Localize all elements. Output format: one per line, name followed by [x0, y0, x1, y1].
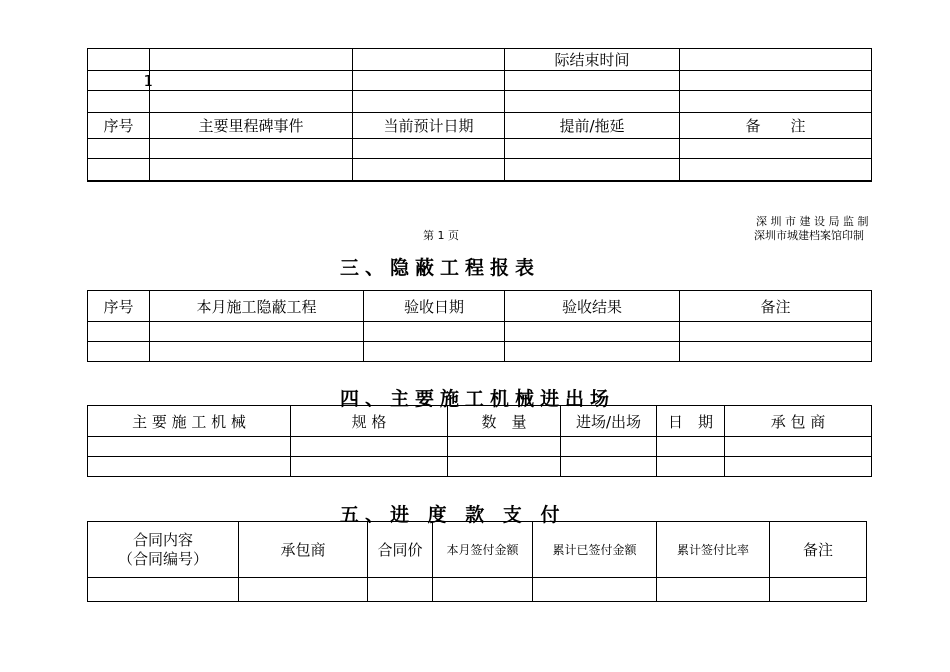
milestone-table — [87, 48, 872, 182]
col-header-machinery: 主 要 施 工 机 械 — [88, 406, 291, 437]
section-4-title: 四、主要施工机械进出场 — [340, 388, 616, 410]
table-cell — [680, 71, 872, 91]
col-header-ahead-delay: 提前/拖延 — [505, 113, 680, 139]
table-cell — [680, 342, 872, 362]
table-cell — [368, 578, 433, 602]
table-cell — [364, 322, 505, 342]
table-cell — [150, 91, 353, 113]
table-cell — [291, 437, 448, 457]
table-cell — [680, 139, 872, 159]
table-cell — [88, 578, 239, 602]
table-cell — [561, 457, 657, 477]
table-cell — [88, 91, 150, 113]
table-cell — [505, 322, 680, 342]
table-cell — [364, 342, 505, 362]
col-header-contractor: 承包商 — [239, 522, 368, 578]
page-number: 第 1 页 — [423, 229, 459, 242]
col-header-contractor: 承 包 商 — [725, 406, 872, 437]
machinery-table — [87, 405, 872, 477]
col-header-remarks: 备 注 — [680, 113, 872, 139]
contract-number-label: （合同编号） — [117, 549, 208, 568]
col-header-remarks: 备注 — [680, 291, 872, 322]
table-cell — [505, 91, 680, 113]
table-cell — [448, 437, 561, 457]
col-header-in-out: 进场/出场 — [561, 406, 657, 437]
table-cell — [505, 71, 680, 91]
col-header-expected-date: 当前预计日期 — [353, 113, 505, 139]
table-cell — [505, 342, 680, 362]
table-cell — [657, 578, 770, 602]
col-header-contract-price: 合同价 — [368, 522, 433, 578]
table-cell — [505, 159, 680, 181]
payment-table — [87, 521, 867, 602]
col-header-acceptance-date: 验收日期 — [364, 291, 505, 322]
table-cell — [150, 139, 353, 159]
col-header-acceptance-result: 验收结果 — [505, 291, 680, 322]
col-header-month-signed: 本月签付金额 — [433, 522, 533, 578]
col-header-remarks: 备注 — [770, 522, 867, 578]
col-header-index: 序号 — [88, 291, 150, 322]
table-cell — [433, 578, 533, 602]
table-cell — [657, 457, 725, 477]
col-header-index: 序号 — [88, 113, 150, 139]
col-header-contract-content — [88, 522, 239, 578]
row-number: 1 — [143, 71, 153, 90]
col-header-cumulative-signed: 累计已签付金额 — [533, 522, 657, 578]
table-cell — [353, 71, 505, 91]
section-5-title: 五、进 度 款 支 付 — [340, 504, 566, 526]
table-cell — [150, 49, 353, 71]
table-cell — [505, 139, 680, 159]
table-cell — [533, 578, 657, 602]
col-header-quantity: 数 量 — [448, 406, 561, 437]
col-header-spec: 规 格 — [291, 406, 448, 437]
table-cell — [88, 322, 150, 342]
col-header-date: 日 期 — [657, 406, 725, 437]
table-cell — [88, 457, 291, 477]
table-cell — [680, 322, 872, 342]
table-cell — [448, 457, 561, 477]
table-cell — [770, 578, 867, 602]
table-cell — [88, 139, 150, 159]
table-cell — [725, 457, 872, 477]
table-cell — [680, 91, 872, 113]
table-cell — [291, 457, 448, 477]
section-3-title: 三、隐蔽工程报表 — [340, 257, 541, 279]
header-fragment: 际结束时间 — [505, 49, 680, 71]
table-cell — [88, 342, 150, 362]
col-header-concealed-work: 本月施工隐蔽工程 — [150, 291, 364, 322]
table-cell — [353, 91, 505, 113]
table-cell — [680, 49, 872, 71]
concealed-work-table — [87, 290, 872, 362]
table-cell — [88, 71, 153, 91]
table-cell — [353, 139, 505, 159]
col-header-milestone: 主要里程碑事件 — [150, 113, 353, 139]
table-cell — [657, 437, 725, 457]
table-cell — [239, 578, 368, 602]
table-cell — [150, 159, 353, 181]
table-cell — [150, 342, 364, 362]
table-cell — [725, 437, 872, 457]
table-cell — [353, 159, 505, 181]
table-cell — [150, 322, 364, 342]
table-cell — [680, 159, 872, 181]
col-header-cumulative-ratio: 累计签付比率 — [657, 522, 770, 578]
supervised-by: 深 圳 市 建 设 局 监 制 — [756, 215, 869, 228]
contract-content-label: 合同内容 — [132, 530, 193, 549]
table-cell — [150, 71, 353, 91]
table-cell — [561, 437, 657, 457]
table-cell — [88, 49, 150, 71]
table-cell — [88, 437, 291, 457]
table-cell — [353, 49, 505, 71]
table-cell — [88, 159, 150, 181]
printed-by: 深圳市城建档案馆印制 — [754, 229, 864, 242]
